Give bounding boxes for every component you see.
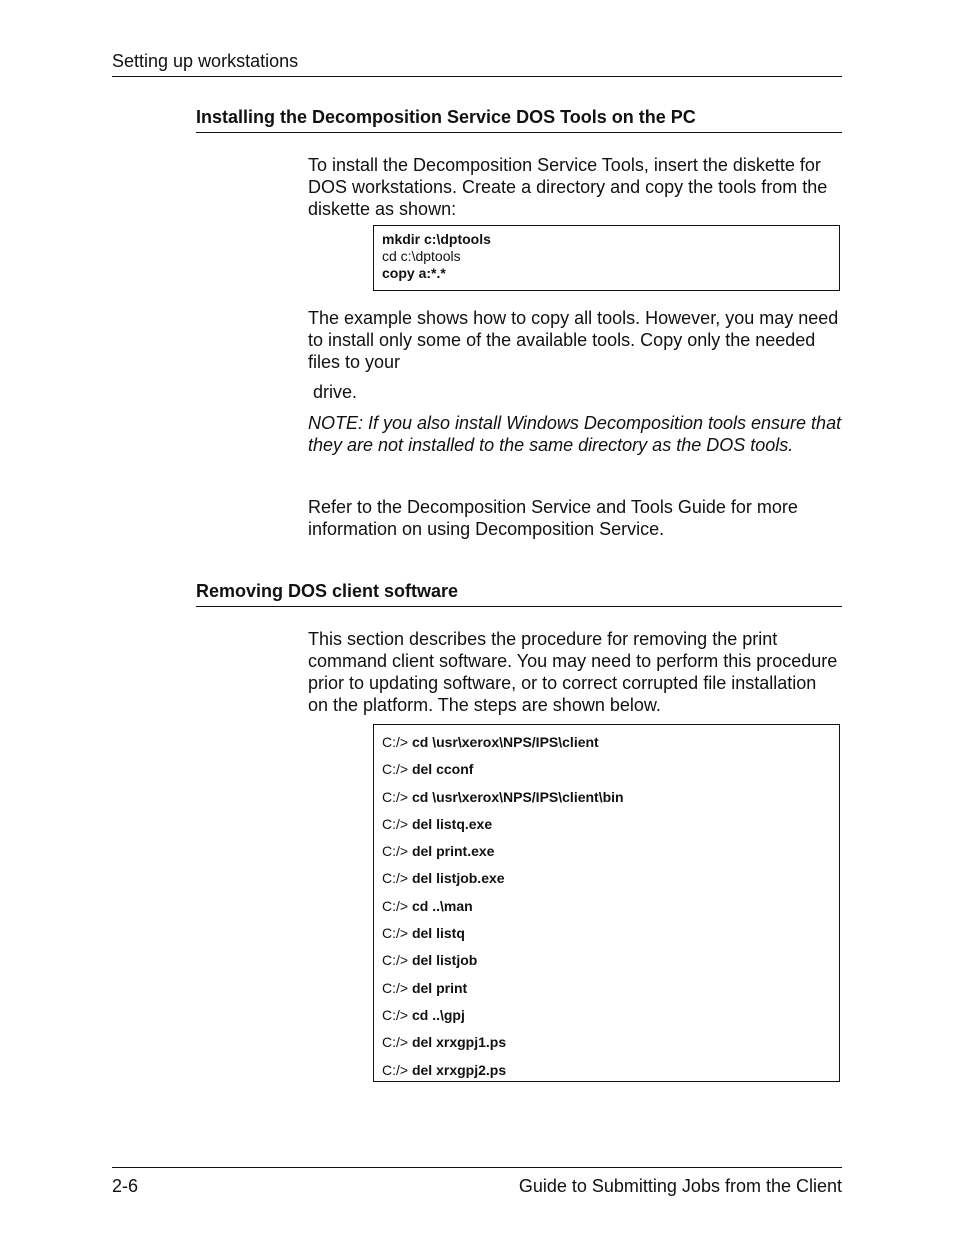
copy-tools-paragraph: The example shows how to copy all tools. However, you may need to install only some of the available tools. Copy only the needed files to your xyxy=(308,308,839,372)
command-text: del listjob xyxy=(411,952,478,969)
code-line: cd c:\dptools xyxy=(382,248,461,264)
command-prompt: C:/> xyxy=(382,788,412,805)
install-intro-paragraph: To install the Decomposition Service Tools, insert the diskette for DOS workstations. Create a directory and copy the tools from the diskette as shown: xyxy=(308,155,828,219)
command-text: del print.exe xyxy=(411,843,495,860)
command-text: del listjob.exe xyxy=(411,870,505,887)
command-text: cd ..\gpj xyxy=(411,1006,465,1023)
command-text: del xrxgpj1.ps xyxy=(411,1034,507,1051)
command-row xyxy=(382,729,831,756)
section-title-rule xyxy=(196,606,842,607)
command-row xyxy=(382,1029,831,1056)
command-row xyxy=(382,893,831,920)
command-row xyxy=(382,1002,831,1029)
command-prompt: C:/> xyxy=(382,1006,412,1023)
running-header: Setting up workstations xyxy=(112,51,299,71)
copy-tools-paragraph-continued: drive. xyxy=(308,382,358,402)
command-row xyxy=(382,838,831,865)
refer-guide-paragraph: Refer to the Decomposition Service and Tools Guide for more information on using Decomposition Service. xyxy=(308,497,798,539)
command-prompt: C:/> xyxy=(382,843,412,860)
command-text: del cconf xyxy=(411,761,474,778)
command-row xyxy=(382,1057,831,1084)
command-prompt: C:/> xyxy=(382,897,412,914)
command-prompt: C:/> xyxy=(382,979,412,996)
code-line: copy a:*.* xyxy=(382,265,446,281)
command-row xyxy=(382,865,831,892)
command-text: cd \usr\xerox\NPS/IPS\client xyxy=(411,734,599,750)
code-line: mkdir c:\dptools xyxy=(382,231,491,247)
section-title-install: Installing the Decomposition Service DOS Tools on the PC xyxy=(196,107,696,127)
command-row xyxy=(382,756,831,783)
command-prompt: C:/> xyxy=(382,761,412,778)
command-prompt: C:/> xyxy=(382,952,412,969)
book-title: Guide to Submitting Jobs from the Client xyxy=(518,1176,842,1196)
command-text: cd ..\man xyxy=(411,897,473,914)
command-row xyxy=(382,920,831,947)
section-title-removing: Removing DOS client software xyxy=(196,581,459,601)
command-text: del print xyxy=(411,979,468,996)
section-title-rule xyxy=(196,132,842,133)
command-row xyxy=(382,947,831,974)
command-text: del listq xyxy=(411,925,465,942)
note-paragraph: NOTE: If you also install Windows Decomposition tools ensure that they are not installed to the same directory as the DOS tools. xyxy=(308,413,842,455)
footer-rule xyxy=(112,1167,842,1168)
command-prompt: C:/> xyxy=(382,815,412,832)
page-number: 2-6 xyxy=(112,1176,139,1196)
command-text: del xrxgpj2.ps xyxy=(411,1061,507,1078)
command-prompt: C:/> xyxy=(382,870,412,887)
command-row xyxy=(382,811,831,838)
header-rule xyxy=(112,76,842,77)
command-text: cd \usr\xerox\NPS/IPS\client\bin xyxy=(411,788,624,805)
install-code-block xyxy=(373,225,840,291)
command-prompt: C:/> xyxy=(382,925,412,942)
command-text: del listq.exe xyxy=(411,815,493,832)
command-prompt: C:/> xyxy=(382,1061,412,1078)
command-prompt: C:/> xyxy=(382,734,412,750)
removal-commands-block xyxy=(373,724,840,1082)
command-prompt: C:/> xyxy=(382,1034,412,1051)
command-row xyxy=(382,975,831,1002)
command-row xyxy=(382,784,831,811)
removing-intro-paragraph: This section describes the procedure for removing the print command client software. You may need to perform this procedure prior to updating software, or to correct corrupted file installation on the platform. The steps are shown below. xyxy=(308,629,838,715)
